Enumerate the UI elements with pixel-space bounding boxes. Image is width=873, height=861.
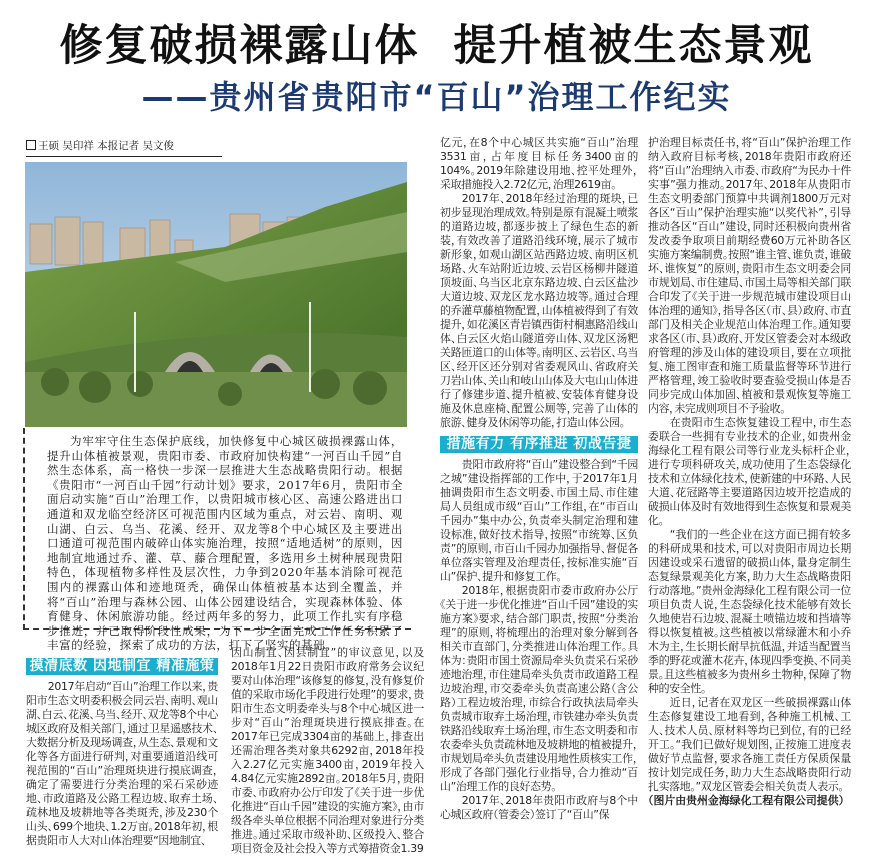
title-part-1: 修复破损裸露山体 — [59, 21, 420, 71]
photo-credit: （图片由贵州金海绿化工程有限公司提供） — [648, 794, 845, 807]
paragraph: 近日，记者在双龙区一些破损裸露山体生态修复建设工地看到，各种施工机械、工人、技术人员、原材料等均已到位，有的已经开工。“我们已做好规划图，正按施工进度表做好节点监督，要求各施工责任方保质保量按计划完成任务，助力大生态战略贵阳行动扎实落地。”双龙区管委会相关负责人表示。 — [648, 696, 851, 793]
paragraph: 亿元，在8个中心城区共实施“百山”治理3531亩，占年度目标任务3400亩的104%。2019年除建设用地、控平处理外，采取措施投入2.72亿元，治理2619亩。 — [440, 136, 638, 191]
section-header-2: 措施有力 有序推进 初战告捷 — [440, 436, 638, 453]
column-2 — [231, 646, 424, 856]
paragraph: 2017年、2018年贵阳市政府与8个中心城区政府（管委会）签订了“百山”保 — [440, 794, 638, 821]
column-1 — [26, 658, 218, 848]
paragraph: 在贵阳市生态恢复建设工程中，市生态委联合一些拥有专业技术的企业，如贵州金海绿化工程有限公司等行业龙头标杆企业，进行专项科研攻关，成功使用了生态袋绿化技术和立体绿化技术，使新建的中环路、人民大道、花冠路等主要道路因边坡开挖造成的破损山体及时有效地得到生态恢复和景观美化。 — [648, 416, 851, 527]
paragraph: 2017年启动“百山”治理工作以来，贵阳市生态文明委积极会同云岩、南明、观山湖、白云、花溪、乌当、经开、双龙等8个中心城区政府及相关部门，通过卫星遥感技术、大数据分析及现场调查，从生态、景观和文化等各方面进行研判，对重要通道沿线可视范围的“百山”治理斑块进行摸底调查，确定了需要进行分类治理的采石采砂迹地、市政道路及公路工程边坡、取弃土场、疏林地及坡耕地等各类斑秃，涉及230个山头、699个地块、1.2万亩。2018年初，根据贵阳市人大对山体治理要“因地制宜、 — [26, 680, 218, 847]
article-photo — [25, 162, 407, 427]
section-header-1: 摸清底数 因地制宜 精准施策 — [26, 658, 218, 675]
column-4 — [648, 136, 851, 808]
headline-title — [0, 12, 873, 73]
paragraph: 2017年、2018年经过治理的斑块，已初步显现治理成效。特别是原有混凝土喷浆的道路边坡，都逐步披上了绿色生态的新装，有效改善了道路沿线环境，展示了城市新形象，如观山湖区站西路边坡、南明区机场路、火车站附近边坡、云岩区杨柳井隧道顶坡面、乌当区北京东路边坡、白云区盐沙大道边坡、双龙区龙水路边坡等。通过合理的乔灌草藤植物配置，山体植被得到了有效提升，如花溪区青岩镇西街村桐惠路沿线山体、白云区火焰山隧道旁山体、双龙区汤粑关路匝道口的山体等。南明区、云岩区、乌当区、经开区还分别对省委观风山、省政府关刀岩山体、关山和岐山山体及大屯山山体进行了修建步道、提升植被、安装体育健身设施及休息座椅、配置公厕等，完善了山体的旅游、健身及休闲等功能，打造山体公园。 — [440, 192, 638, 429]
paragraph: 护治理目标责任书，将“百山”保护治理工作纳入政府目标考核，2018年贵阳市政府还将“百山”治理纳入市委、市政府“为民办十件实事”强力推动。2017年、2018年从贵阳市生态文明委部门预算中共调剂1800万元对各区“百山”保护治理实施“以奖代补”，引导推动各区“百山”建设，同时还积极向贵州省发改委争取项目前期经费60万元补助各区实施方案编制费。按照“谁主管、谁负责，谁破坏、谁恢复”的原则，贵阳市生态文明委会同市规划局、市住建局、市国土局等相关部门联合印发了《关于进一步规范城市建设项目山体治理的通知》，指导各区（市、县）政府、市直部门及相关企业规范山体治理工作。通知要求各区（市、县）政府、开发区管委会对本级政府管理的涉及山体的建设项目，要在立项批复、施工图审查和施工质量监督等环节进行严格管理，竣工验收时要查验受损山体是否同步完成山体加固、植被和景观恢复等施工内容，未完成则项目不予验收。 — [648, 136, 851, 415]
hillside-photo-icon — [25, 162, 407, 427]
headline-subtitle: ——贵州省贵阳市“百山”治理工作纪实 — [141, 78, 732, 116]
byline — [26, 138, 222, 157]
column-3 — [440, 136, 638, 822]
title-part-2: 提升植被生态景观 — [453, 21, 814, 71]
paragraph: 因山制宜、因县制宜”的审议意见，以及2018年1月22日贵阳市政府常务会议纪要对山体治理“该修复的修复，没有修复价值的采取市场化手段进行处理”的要求，贵阳市生态文明委牵头与8个中心城区进一步对“百山”治理斑块进行摸底排查。在2017年已完成3304亩的基础上，排查出还需治理各类对象共6292亩，2018年投入2.27亿元实施3400亩，2019年投入4.84亿元实施2892亩。2018年5月，贵阳市委、市政府办公厅印发了《关于进一步优化推进“百山千园”建设的实施方案》，由市级各牵头单位根据不同治理对象进行分类推进。通过采取市级补助、区级投入、整合项目资金及社会投入等方式筹措资金1.39 — [231, 646, 424, 855]
paragraph: 2018年，根据贵阳市委市政府办公厅《关于进一步优化推进“百山千园”建设的实施方案》要求，结合部门职责，按照“分类治理”的原则，将梳理出的治理对象分解到各相关市直部门，分类推进山体治理工作。具体为：贵阳市国土资源局牵头负责采石采砂迹地治理，市住建局牵头负责市政道路工程边坡治理，市交委牵头负责高速公路（含公路）工程边坡治理，市综合行政执法局牵头负责城市取弃土场治理，市铁建办牵头负责铁路沿线取弃土场治理，市生态文明委和市农委牵头负责疏林地及坡耕地的植被提升，市规划局牵头负责建设用地性质核实工作，形成了各部门强化行业指导，合力推动“百山”治理工作的良好态势。 — [440, 584, 638, 793]
paragraph: 贵阳市政府将“百山”建设整合到“千园之城”建设指挥部的工作中，于2017年1月抽调贵阳市生态文明委、市国土局、市住建局人员组成市级“百山”工作组，在“市百山千园办”集中办公，负责牵头制定治理和建设标准，做好技术指导，按照“市统筹、区负责”的原则，市百山千园办加强指导、督促各单位落实管理及治理责任，按标准实施“百山”保护、提升和修复工作。 — [440, 458, 638, 583]
paragraph: “我们的一些企业在这方面已拥有较多的科研成果和技术，可以对贵阳市周边长期因建设或采石遗留的破损山体，量身定制生态复绿景观美化方案，助力大生态战略贵阳行动落地。”贵州金海绿化工程有限公司一位项目负责人说，生态袋绿化技术能够有效长久地使岩石边坡、混凝土喷锚边坡和挡墙等得以恢复植被。这些植被以常绿灌木和小乔木为主，生长期长耐旱抗低温，并适当配置当季的野花或灌木花卉，体现四季变换、不同美景。且这些植被多为贵州乡土物种，保障了物种的安全性。 — [648, 528, 851, 695]
square-icon — [26, 140, 36, 150]
byline-text: 王硕 吴印祥 本报记者 吴文俊 — [38, 140, 175, 152]
intro-text: 为牢牢守住生态保护底线，加快修复中心城区破损裸露山体，提升山体植被景观，贵阳市委、市政府加快构建“一河百山千园”自然生态体系，高一格快一步深一层推进大生态战略贵阳行动。根据《贵阳市“一河百山千园”行动计划》要求，2017年6月，贵阳市全面启动实施“百山”治理工作，以贵阳城市核心区、高速公路进出口通道和双龙临空经济区可视范围内区域为重点，对云岩、南明、观山湖、白云、乌当、花溪、经开、双龙等8个中心城区及主要进出口通道可视范围内破碎山体实施治理，按照“适地适树”的原则，因地制宜地通过乔、灌、草、藤合理配置，多选用乡土树种展现贵阳特色，体现植物多样性及层次性，力争到2020年基本消除可视范围内的裸露山体和迹地斑秃，确保山体植被基本达到全覆盖，并将“百山”治理与森林公园、山体公园建设结合，实现森林体验、体育健身、休闲旅游功能。经过两年多的努力，此项工作扎实有序稳步推进，并已取得阶段性成果，为下一步全面完成工作任务积累了丰富的经验，探索了成功的方法，打下了坚实的基础。 — [47, 434, 403, 653]
intro-box — [23, 428, 411, 653]
